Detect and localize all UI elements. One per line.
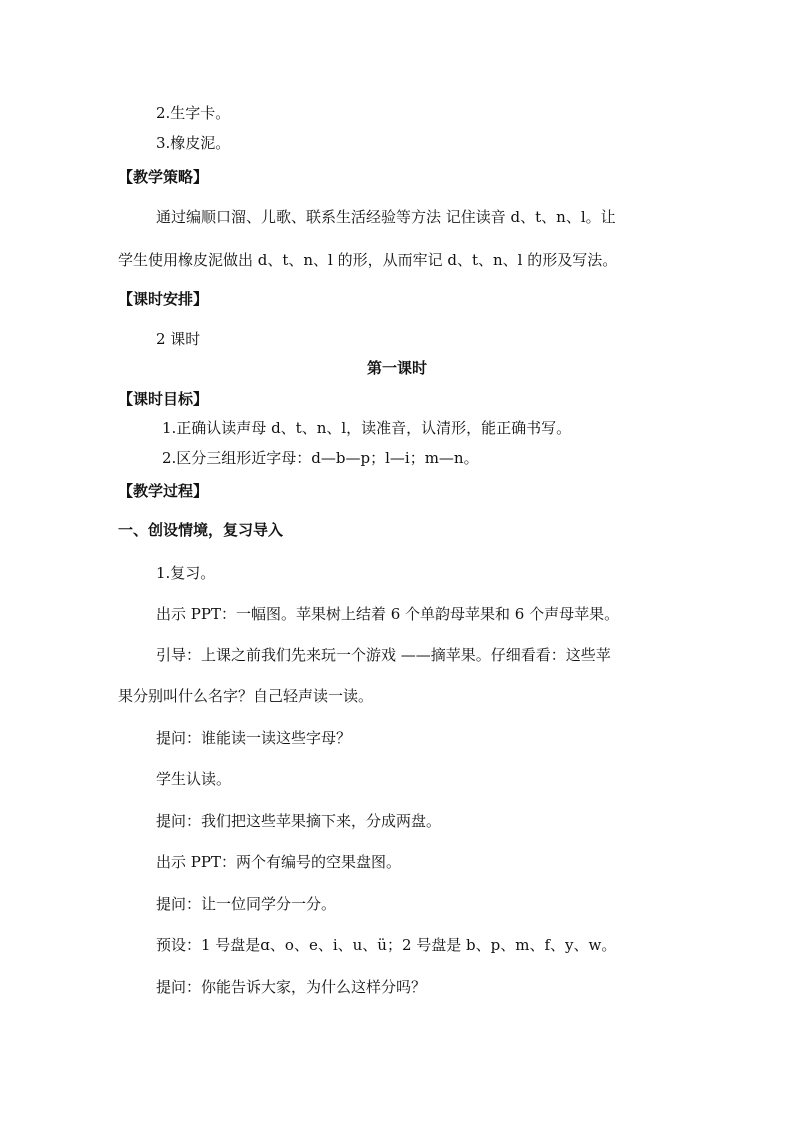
process-line-question-1: 提问：谁能读一读这些字母？ <box>156 729 352 747</box>
material-item-2: 2.生字卡。 <box>156 104 231 122</box>
process-line-students-read: 学生认读。 <box>156 770 232 788</box>
strategy-heading: 【教学策略】 <box>118 168 209 186</box>
lesson-title: 第一课时 <box>366 359 427 377</box>
strategy-paragraph-line-1: 通过编顺口溜、儿歌、联系生活经验等方法 记住读音 d、t、n、l。让 <box>156 208 616 226</box>
section-1-title: 一、创设情境，复习导入 <box>118 521 284 539</box>
objective-item-2: 2.区分三组形近字母：d—b—p；l—i；m—n。 <box>162 449 479 467</box>
process-line-ppt-tree: 出示 PPT：一幅图。苹果树上结着 6 个单韵母苹果和 6 个声母苹果。 <box>156 605 620 623</box>
process-line-guide-1: 引导：上课之前我们先来玩一个游戏 ——摘苹果。仔细看看：这些苹 <box>156 646 611 664</box>
schedule-value: 2 课时 <box>156 330 201 348</box>
material-item-3: 3.橡皮泥。 <box>156 134 231 152</box>
process-heading: 【教学过程】 <box>118 482 209 500</box>
process-line-question-4: 提问：你能告诉大家，为什么这样分吗？ <box>156 978 427 996</box>
process-line-ppt-plates: 出示 PPT：两个有编号的空果盘图。 <box>156 853 401 871</box>
process-line-guide-2: 果分别叫什么名字？自己轻声读一读。 <box>118 687 374 705</box>
objective-item-1: 1.正确认读声母 d、t、n、l，读准音，认清形，能正确书写。 <box>162 419 572 437</box>
objectives-heading: 【课时目标】 <box>118 390 209 408</box>
strategy-paragraph-line-2: 学生使用橡皮泥做出 d、t、n、l 的形，从而牢记 d、t、n、l 的形及写法。 <box>118 251 618 269</box>
process-line-question-3: 提问：让一位同学分一分。 <box>156 895 337 913</box>
process-line-question-2: 提问：我们把这些苹果摘下来，分成两盘。 <box>156 812 442 830</box>
schedule-heading: 【课时安排】 <box>118 290 209 308</box>
process-line-review: 1.复习。 <box>156 564 216 582</box>
process-line-preset: 预设：1 号盘是ɑ、o、e、i、u、ü；2 号盘是 b、p、m、f、y、w。 <box>156 936 617 954</box>
